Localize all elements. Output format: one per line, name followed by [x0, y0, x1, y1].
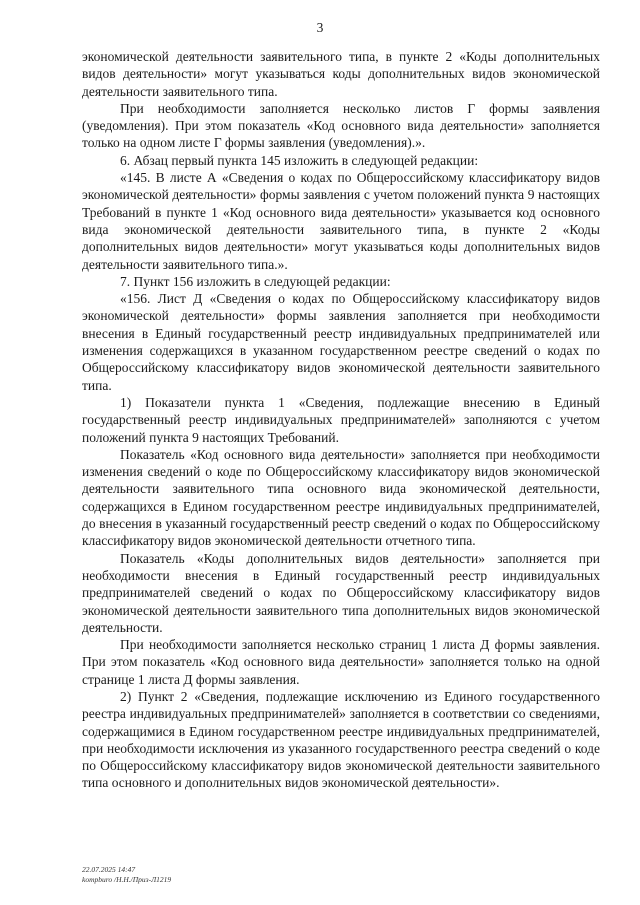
paragraph: «145. В листе А «Сведения о кодах по Общероссийскому классификатору видов экономической деятельности» формы заявления с учетом положений пункта 9 настоящих Требований в пункте 1 «Код основного вида деятельности» указывается код основного вида экономической деятельности заявительного типа, в пункте 2 «Коды дополнительных видов деятельности» могут указываться коды дополнительных видов деятельности заявительного типа.». [82, 170, 600, 272]
paragraph: При необходимости заполняется несколько листов Г формы заявления (уведомления). При этом показатель «Код основного вида деятельности» заполняется только на одном листе Г формы заявления (уведомления).». [82, 100, 600, 151]
page-number: 3 [316, 20, 324, 35]
paragraph: Показатель «Код основного вида деятельности» заполняется при необходимости изменения сведений о коде по Общероссийскому классификатору видов экономической деятельности заявительного типа основного вида экономической деятельности, содержащихся в Едином государственном реестре индивидуальных предпринимателей, до внесения в указанный государственный реестр сведений о кодах по Общероссийскому классификатору видов экономической деятельности отчетного типа. [82, 446, 600, 549]
paragraph: Показатель «Коды дополнительных видов деятельности» заполняется при необходимости внесения в Единый государственный реестр индивидуальных предпринимателей сведений о кодах по Общероссийскому классификатору видов экономической деятельности заявительного типа дополнительных видов экономической деятельности. [82, 550, 600, 635]
footer-file-reference: kompburo /Н.Н./Приз-Л1219 [82, 875, 172, 884]
paragraph: экономической деятельности заявительного типа, в пункте 2 «Коды дополнительных видов деятельности» могут указываться коды дополнительных видов экономической деятельности заявительного типа. [82, 49, 600, 99]
paragraph: При необходимости заполняется несколько страниц 1 листа Д формы заявления. При этом показатель «Код основного вида деятельности» заполняется только на одной странице 1 листа Д формы заявления. [82, 637, 600, 687]
paragraph: 6. Абзац первый пункта 145 изложить в следующей редакции: [120, 152, 479, 168]
footer-timestamp: 22.07.2025 14:47 [82, 865, 136, 874]
paragraph: 2) Пункт 2 «Сведения, подлежащие исключению из Единого государственного реестра индивидуальных предпринимателей» заполняется в соответствии со сведениями, содержащимися в Едином государственном реестре индивидуальных предпринимателей, при необходимости исключения из указанного государственного реестра сведений о коде по Общероссийскому классификатору видов экономической деятельности заявительного типа основного и дополнительных видов экономической деятельности». [82, 688, 600, 791]
paragraph: «156. Лист Д «Сведения о кодах по Общероссийскому классификатору видов экономической деятельности» формы заявления заполняется при необходимости внесения в Единый государственный реестр индивидуальных предпринимателей или изменения содержащихся в указанном государственном реестре сведений о кодах по Общероссийскому классификатору видов экономической деятельности заявительного типа. [82, 291, 600, 393]
document-footer [82, 865, 171, 885]
document-body [82, 48, 600, 792]
paragraph: 1) Показатели пункта 1 «Сведения, подлежащие внесению в Единый государственный реестр индивидуальных предпринимателей» заполняются с учетом положений пункта 9 настоящих Требований. [82, 394, 600, 445]
paragraph: 7. Пункт 156 изложить в следующей редакции: [120, 273, 391, 289]
